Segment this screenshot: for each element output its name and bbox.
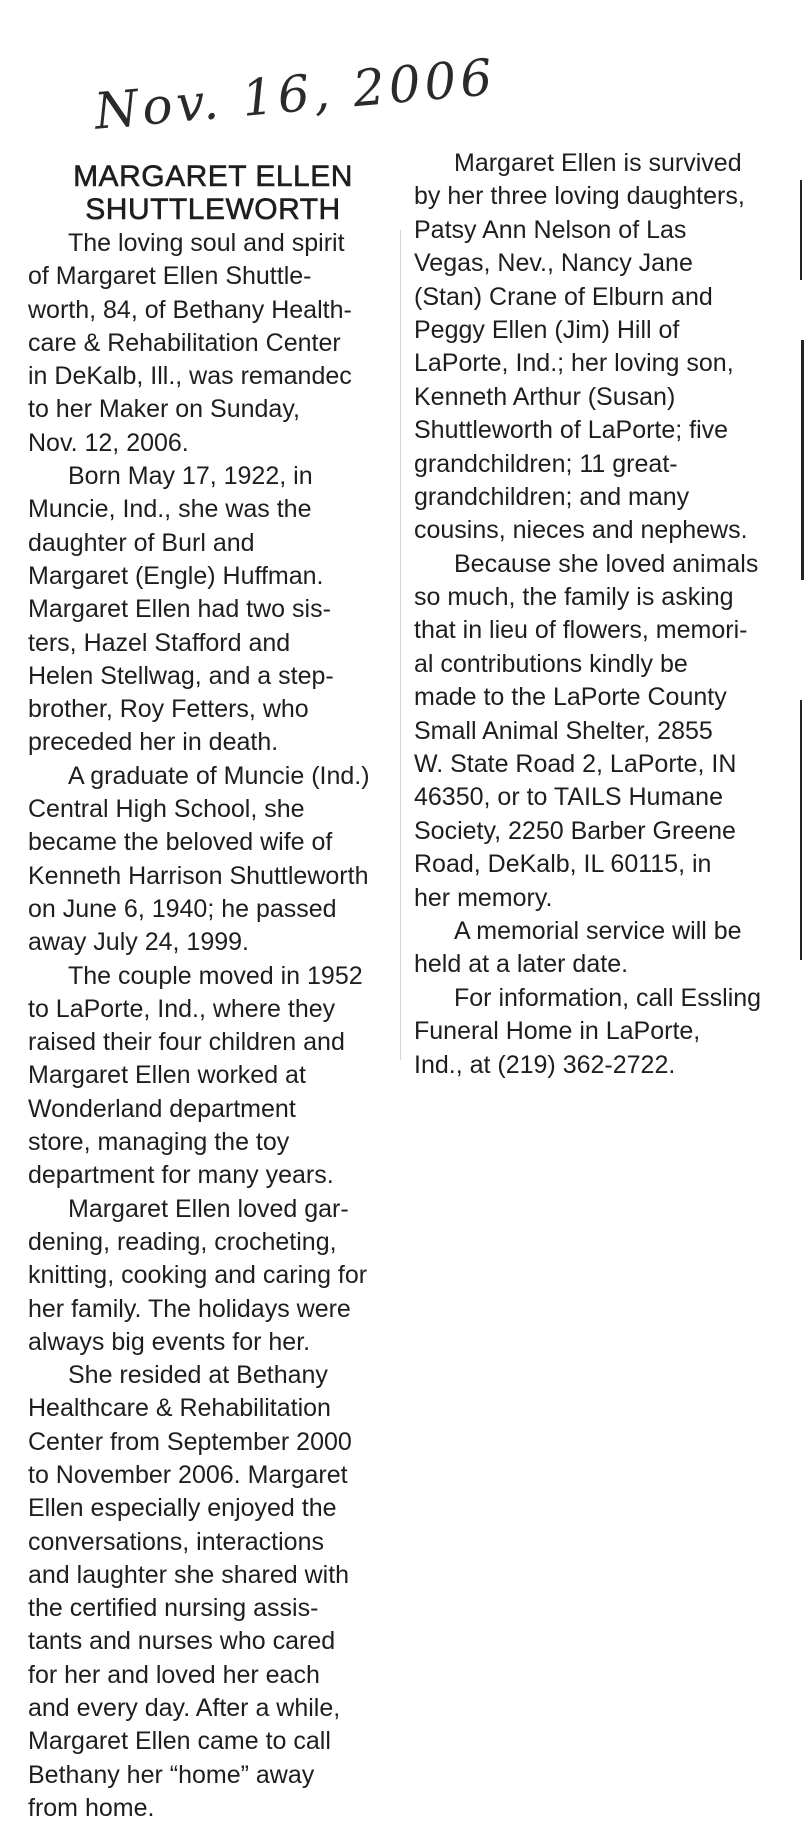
text-line: tants and nurses who cared <box>28 1627 336 1656</box>
text-line: from home. <box>28 1793 155 1822</box>
right-edge-mark <box>800 180 802 280</box>
text-line: Margaret Ellen worked at <box>28 1061 306 1090</box>
text-line: Margaret (Engle) Huffman. <box>28 561 324 590</box>
text-line: dening, reading, crocheting, <box>28 1227 337 1256</box>
text-line: raised their four children and <box>28 1028 345 1057</box>
text-line: Society, 2250 Barber Greene <box>414 816 736 845</box>
text-line: so much, the family is asking <box>414 583 734 612</box>
text-line: Healthcare & Rehabilitation <box>28 1394 331 1423</box>
text-line: Bethany her “home” away <box>28 1760 315 1789</box>
text-line: that in lieu of flowers, memori- <box>414 616 748 645</box>
text-line: cousins, nieces and nephews. <box>414 516 748 545</box>
text-line: for her and loved her each <box>28 1660 320 1689</box>
text-line: store, managing the toy <box>28 1128 290 1157</box>
handwritten-date: Nov. 16, 2006 <box>92 47 499 141</box>
text-line: Patsy Ann Nelson of Las <box>414 215 687 244</box>
obituary-right-column <box>414 147 804 1082</box>
text-line: Margaret Ellen had two sis- <box>28 595 331 624</box>
text-line: Small Animal Shelter, 2855 <box>414 716 713 745</box>
text-line: Because she loved animals <box>454 549 759 578</box>
text-line: Ellen especially enjoyed the <box>28 1494 337 1523</box>
text-line: A memorial service will be <box>454 916 742 945</box>
text-line: worth, 84, of Bethany Health- <box>28 295 352 324</box>
right-edge-mark <box>800 700 802 960</box>
text-line: to LaPorte, Ind., where they <box>28 994 336 1023</box>
text-line: grandchildren; and many <box>414 482 690 511</box>
text-line: and laughter she shared with <box>28 1560 350 1589</box>
text-line: Muncie, Ind., she was the <box>28 495 312 524</box>
text-line: Margaret Ellen is survived <box>454 149 742 177</box>
left-column-text <box>28 227 408 1825</box>
text-line: made to the LaPorte County <box>414 683 727 712</box>
text-line: Kenneth Harrison Shuttleworth <box>28 861 369 890</box>
text-line: Funeral Home in LaPorte, <box>414 1017 701 1046</box>
text-line: Vegas, Nev., Nancy Jane <box>414 249 693 278</box>
text-line: became the beloved wife of <box>28 828 333 857</box>
obituary-title <box>28 160 408 226</box>
text-line: For information, call Essling <box>454 983 762 1012</box>
text-line: Margaret Ellen loved gar- <box>68 1194 349 1223</box>
text-line: 46350, or to TAILS Humane <box>414 783 723 812</box>
text-line: Center from September 2000 <box>28 1427 352 1456</box>
text-line: The loving soul and spirit <box>68 229 345 257</box>
text-line: Peggy Ellen (Jim) Hill of <box>414 315 680 344</box>
text-line: department for many years. <box>28 1161 334 1190</box>
right-column-text <box>414 147 804 1082</box>
text-line: A graduate of Muncie (Ind.) <box>68 761 370 790</box>
text-line: LaPorte, Ind.; her loving son, <box>414 349 734 378</box>
text-line: care & Rehabilitation Center <box>28 328 341 357</box>
column-divider <box>400 230 401 1060</box>
text-line: to November 2006. Margaret <box>28 1460 348 1489</box>
text-line: and every day. After a while, <box>28 1694 341 1723</box>
text-line: W. State Road 2, LaPorte, IN <box>414 750 737 779</box>
text-line: her family. The holidays were <box>28 1294 351 1323</box>
text-line: preceded her in death. <box>28 728 279 757</box>
text-line: the certified nursing assis- <box>28 1594 319 1623</box>
text-line: away July 24, 1999. <box>28 928 249 957</box>
text-line: by her three loving daughters, <box>414 182 745 211</box>
text-line: always big events for her. <box>28 1327 311 1356</box>
obituary-left-column <box>28 160 408 1825</box>
title-line-2: SHUTTLEWORTH <box>85 193 341 226</box>
text-line: The couple moved in 1952 <box>68 961 363 990</box>
text-line: grandchildren; 11 great- <box>414 449 678 478</box>
text-line: conversations, interactions <box>28 1527 324 1556</box>
text-line: of Margaret Ellen Shuttle- <box>28 262 312 291</box>
text-line: knitting, cooking and caring for <box>28 1261 368 1290</box>
text-line: Ind., at (219) 362-2722. <box>414 1050 676 1079</box>
text-line: Helen Stellwag, and a step- <box>28 661 334 690</box>
text-line: Shuttleworth of LaPorte; five <box>414 416 729 445</box>
text-line: ters, Hazel Stafford and <box>28 628 291 657</box>
right-edge-mark <box>801 340 804 580</box>
text-line: to her Maker on Sunday, <box>28 395 300 424</box>
text-line: Kenneth Arthur (Susan) <box>414 382 676 411</box>
text-line: in DeKalb, Ill., was remandec <box>28 362 352 391</box>
text-line: al contributions kindly be <box>414 649 688 678</box>
text-line: She resided at Bethany <box>68 1361 328 1390</box>
text-line: Wonderland department <box>28 1094 296 1123</box>
text-line: brother, Roy Fetters, who <box>28 695 309 724</box>
text-line: (Stan) Crane of Elburn and <box>414 282 713 311</box>
text-line: Margaret Ellen came to call <box>28 1727 331 1756</box>
title-line-1: MARGARET ELLEN <box>73 160 353 193</box>
text-line: Born May 17, 1922, in <box>68 462 313 491</box>
text-line: daughter of Burl and <box>28 528 255 557</box>
text-line: on June 6, 1940; he passed <box>28 894 337 923</box>
text-line: her memory. <box>414 883 553 912</box>
text-line: Road, DeKalb, IL 60115, in <box>414 850 712 879</box>
text-line: Central High School, she <box>28 795 305 824</box>
text-line: held at a later date. <box>414 950 629 979</box>
text-line: Nov. 12, 2006. <box>28 428 189 457</box>
